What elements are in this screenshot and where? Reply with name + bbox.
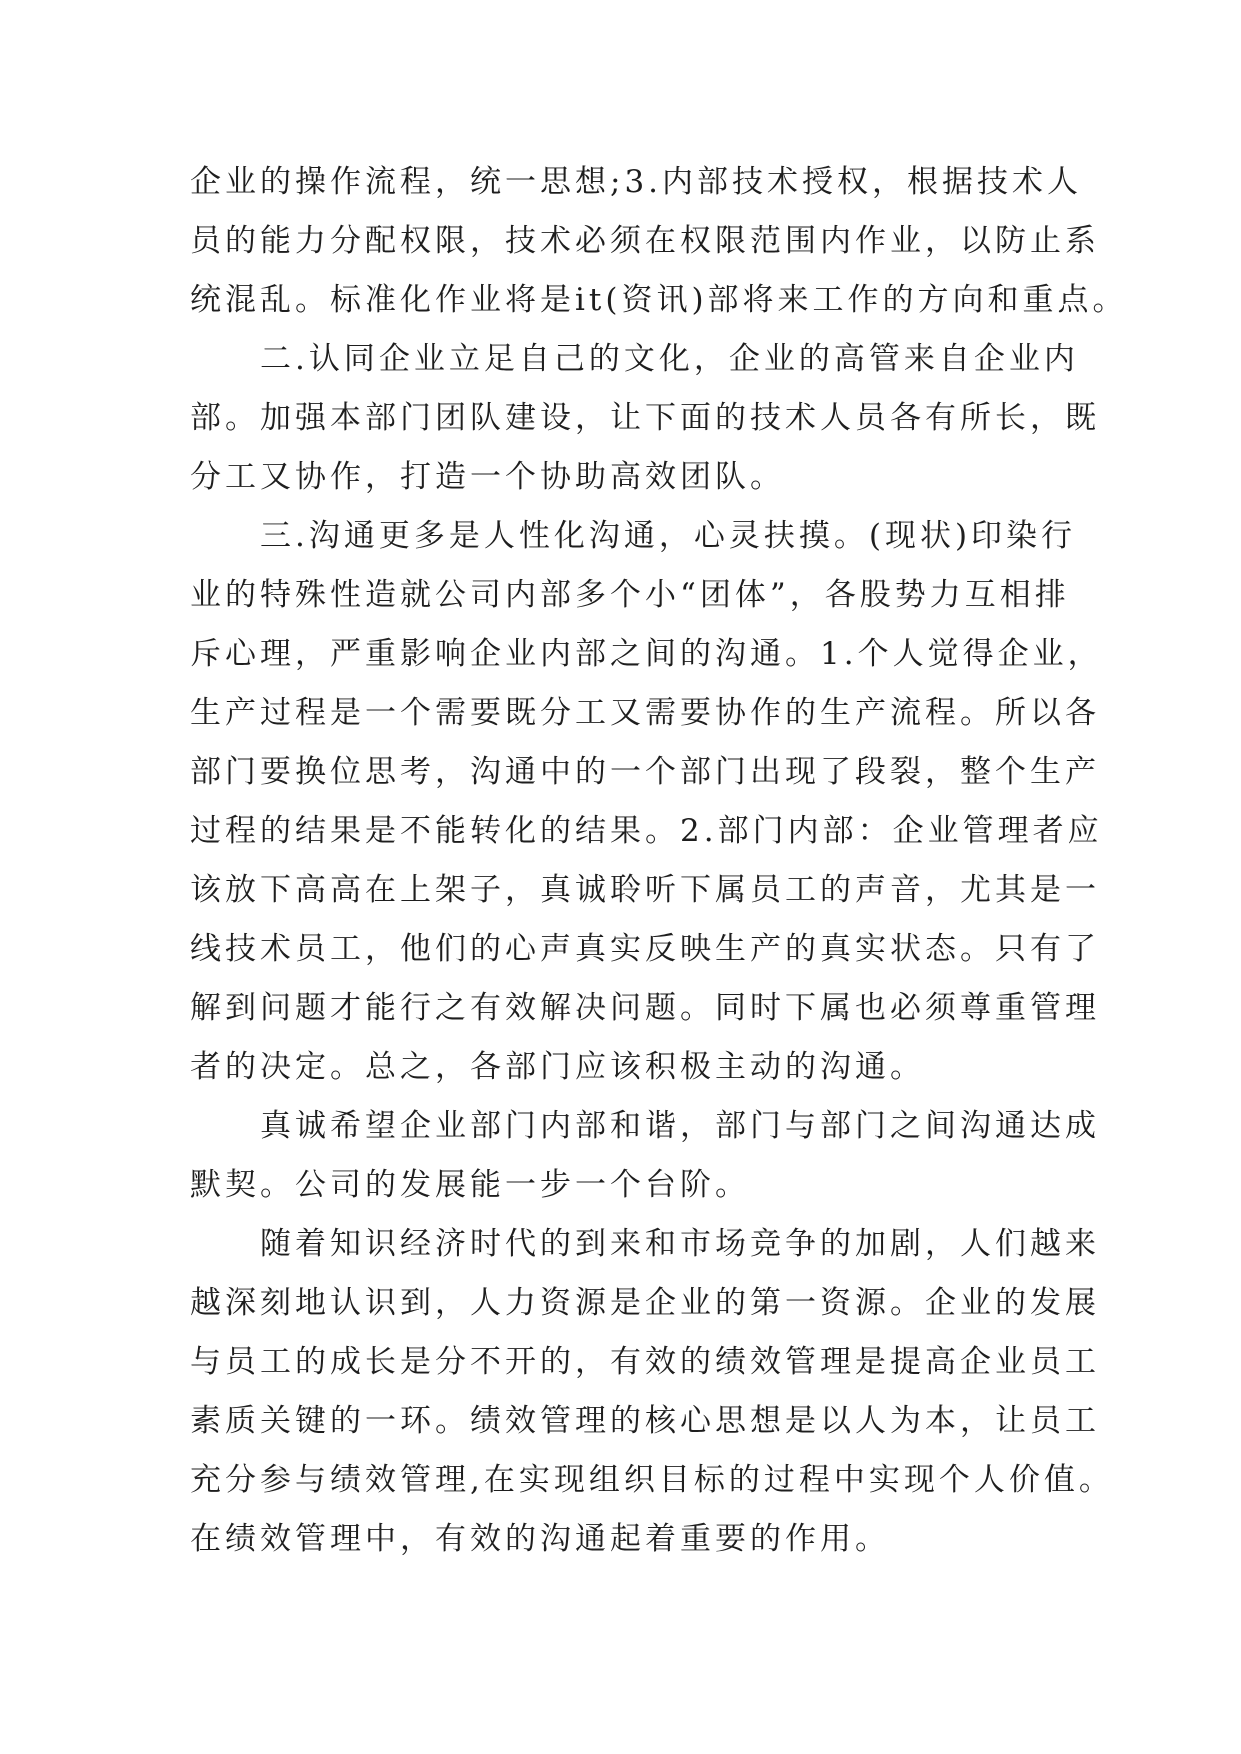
- text-line: 默契。公司的发展能一步一个台阶。: [190, 1167, 750, 1203]
- text-line: 分工又协作，打造一个协助高效团队。: [190, 459, 785, 495]
- text-line: 者的决定。总之，各部门应该积极主动的沟通。: [190, 1049, 925, 1085]
- text-line: 统混乱。标准化作业将是it(资讯)部将来工作的方向和重点。: [190, 282, 1128, 318]
- paragraph-start-line: 真诚希望企业部门内部和谐，部门与部门之间沟通达成: [260, 1108, 1100, 1144]
- paragraph-start-line: 随着知识经济时代的到来和市场竞争的加剧，人们越来: [260, 1226, 1100, 1262]
- paragraph-start-line: 三.沟通更多是人性化沟通，心灵扶摸。(现状)印染行: [260, 518, 1077, 554]
- text-line: 过程的结果是不能转化的结果。2.部门内部：企业管理者应: [190, 813, 1103, 849]
- document-body: [190, 153, 1128, 1569]
- text-line: 斥心理，严重影响企业内部之间的沟通。1.个人觉得企业，: [190, 636, 1103, 672]
- text-line: 生产过程是一个需要既分工又需要协作的生产流程。所以各: [190, 695, 1100, 731]
- text-line: 该放下高高在上架子，真诚聆听下属员工的声音，尤其是一: [190, 872, 1100, 908]
- text-line: 业的特殊性造就公司内部多个小“团体”，各股势力互相排: [190, 577, 1070, 613]
- text-line: 部。加强本部门团队建设，让下面的技术人员各有所长，既: [190, 400, 1100, 436]
- text-line: 越深刻地认识到，人力资源是企业的第一资源。企业的发展: [190, 1285, 1100, 1321]
- text-line: 线技术员工，他们的心声真实反映生产的真实状态。只有了: [190, 931, 1100, 967]
- text-line: 素质关键的一环。绩效管理的核心思想是以人为本，让员工: [190, 1403, 1100, 1439]
- text-line: 解到问题才能行之有效解决问题。同时下属也必须尊重管理: [190, 990, 1100, 1026]
- text-line: 充分参与绩效管理,在实现组织目标的过程中实现个人价值。: [190, 1462, 1114, 1498]
- paragraph-start-line: 二.认同企业立足自己的文化，企业的高管来自企业内: [260, 341, 1079, 377]
- text-line: 员的能力分配权限，技术必须在权限范围内作业，以防止系: [190, 223, 1100, 259]
- text-line: 部门要换位思考，沟通中的一个部门出现了段裂，整个生产: [190, 754, 1100, 790]
- text-line: 企业的操作流程，统一思想;3.内部技术授权，根据技术人: [190, 164, 1083, 200]
- text-line: 与员工的成长是分不开的，有效的绩效管理是提高企业员工: [190, 1344, 1100, 1380]
- text-line: 在绩效管理中，有效的沟通起着重要的作用。: [190, 1521, 890, 1557]
